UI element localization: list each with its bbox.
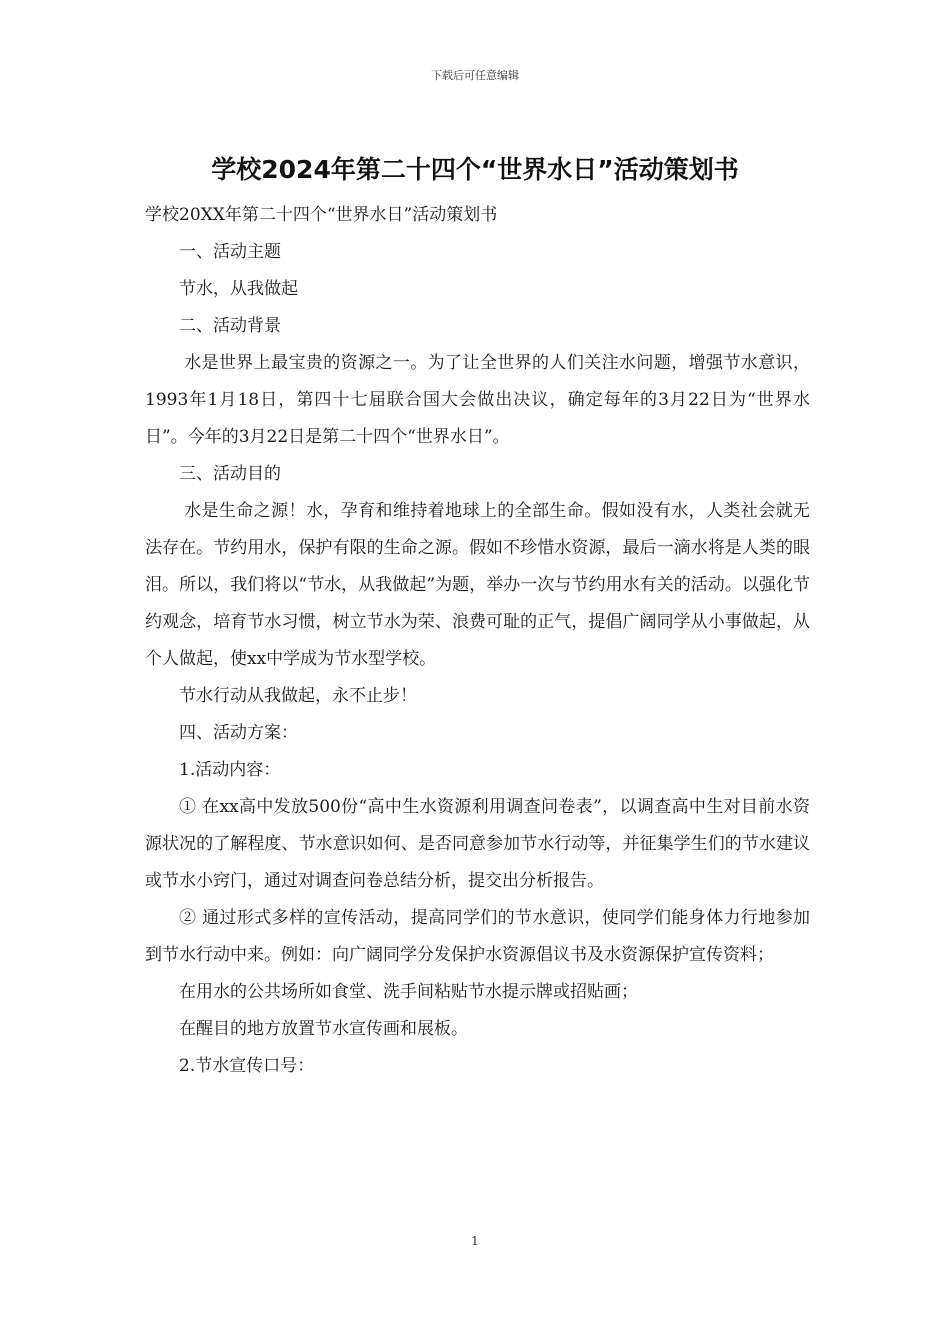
page-number: 1 xyxy=(471,1234,479,1248)
subtitle-line: 学校20XX年第二十四个“世界水日”活动策划书 xyxy=(145,205,498,225)
slogan-line: 节水行动从我做起，永不止步！ xyxy=(179,686,417,706)
purpose-paragraph: 水是生命之源！水，孕育和维持着地球上的全部生命。假如没有水，人类社会就无法存在。节约用水，保护有限的生命之源。假如不珍惜水资源，最后一滴水将是人类的眼泪。所以，我们将以“节水，从我做起”为题，举办一次与节约用水有关的活动。以强化节约观念，培育节水习惯，树立节水为荣、浪费可耻的正气，提倡广阔同学从小事做起，从个人做起，使xx中学成为节水型学校。 xyxy=(145,501,810,669)
theme-text: 节水，从我做起 xyxy=(179,279,298,299)
section-heading-background: 二、活动背景 xyxy=(179,316,281,336)
list-item-2-b: 在醒目的地方放置节水宣传画和展板。 xyxy=(179,1019,468,1039)
content-heading: 1.活动内容： xyxy=(179,760,281,780)
list-item-1: ① 在xx高中发放500份“高中生水资源利用调查问卷表”，以调查高中生对目前水资源状况的了解程度、节水意识如何、是否同意参加节水行动等，并征集学生们的节水建议或节水小窍门，通过对调查问卷总结分析，提交出分析报告。 xyxy=(145,797,810,891)
section-heading-plan: 四、活动方案： xyxy=(179,723,298,743)
section-heading-purpose: 三、活动目的 xyxy=(179,464,281,484)
slogan-heading: 2.节水宣传口号： xyxy=(179,1056,315,1076)
background-paragraph: 水是世界上最宝贵的资源之一。为了让全世界的人们关注水问题，增强节水意识，1993年1月18日，第四十七届联合国大会做出决议，确定每年的3月22日为“世界水日”。今年的3月22日是第二十四个“世界水日”。 xyxy=(145,353,810,447)
document-body xyxy=(145,197,810,1085)
header-note: 下载后可任意编辑 xyxy=(431,69,519,82)
section-heading-theme: 一、活动主题 xyxy=(179,242,281,262)
list-item-2-a: 在用水的公共场所如食堂、洗手间粘贴节水提示牌或招贴画； xyxy=(179,982,638,1002)
list-item-2: ② 通过形式多样的宣传活动，提高同学们的节水意识，使同学们能身体力行地参加到节水行动中来。例如：向广阔同学分发保护水资源倡议书及水资源保护宣传资料； xyxy=(145,908,810,965)
document-title: 学校2024年第二十四个“世界水日”活动策划书 xyxy=(211,155,739,184)
